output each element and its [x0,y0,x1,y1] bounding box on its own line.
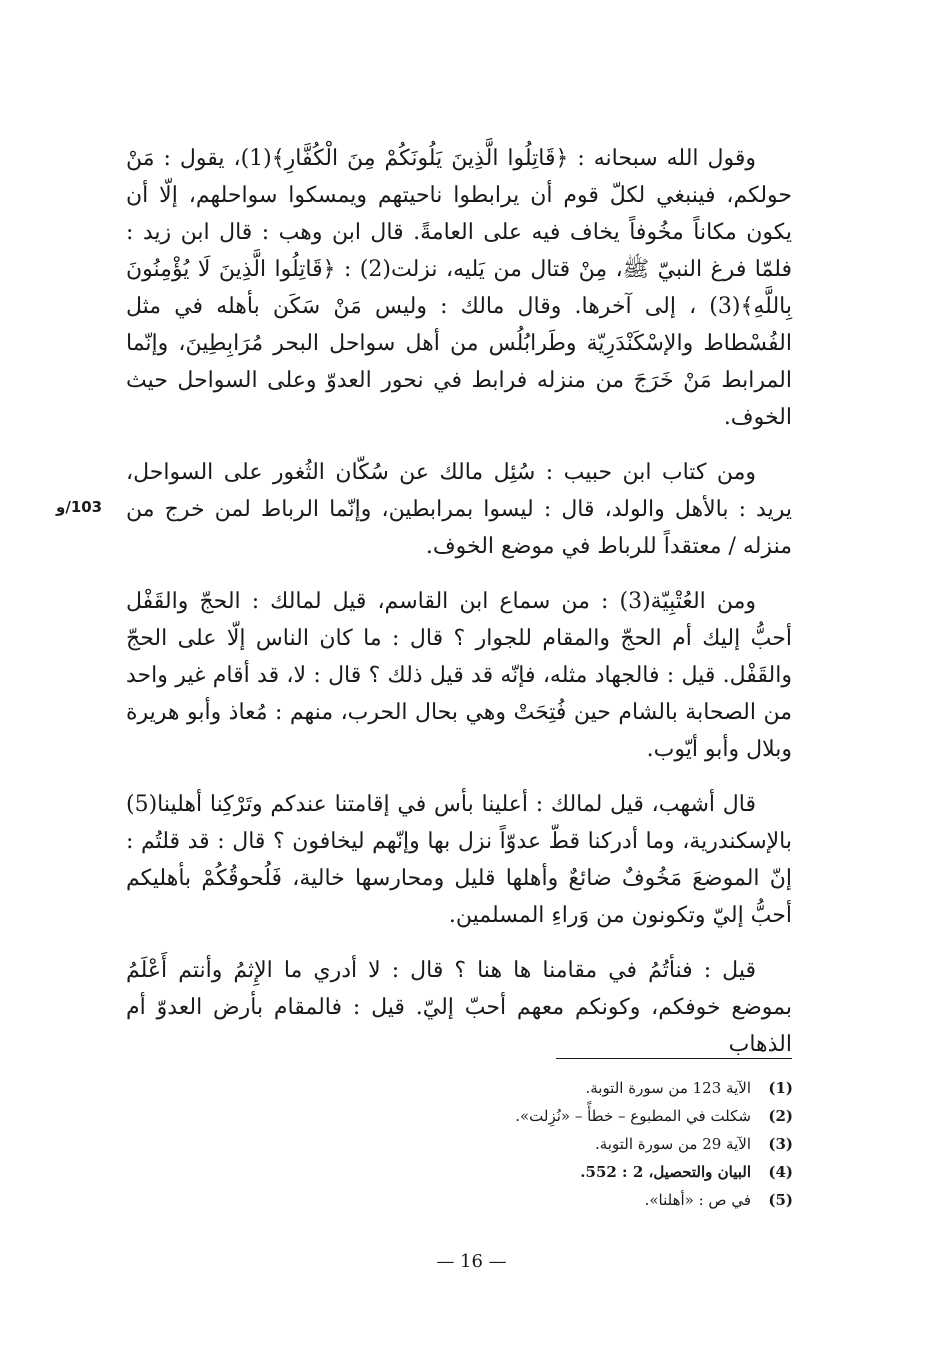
footnote-number: (1) [768,1079,793,1097]
footnote-text: الآية 29 من سورة التوبة. [595,1135,751,1153]
footnote-number: (2) [768,1107,793,1125]
margin-folio-reference: 103/و [56,498,103,516]
footnote-text: في ص : «أهلنا». [644,1191,751,1209]
paragraph-2: ومن كتاب ابن حبيب : سُئِل مالك عن سُكّان الثُغور على السواحل، يريد : بالأهل والولد، قال : ليسوا بمرابطين، وإنّما الرباط لمن خرج من منزله / معتقداً للرباط في موضع الخوف. [126,460,792,559]
paragraph-3: ومن العُتْبِيّة(3) : من سماع ابن القاسم، قيل لمالك : الحجّ والقَفْل أحبُّ إليك أم الحجّ والمقام للجوار ؟ قال : ما كان الناس إلّا على الحجّ والقَفْل. قيل : فالجهاد مثله، فإنّه قد قيل ذلك ؟ قال : لا، قد أقام غير واحد من الصحابة بالشام حين فُتِحَتْ وهي بحال الحرب، منهم : مُعاذ وأبو هريرة وبلال وأبو أيّوب. [126,589,792,762]
paragraph-1: وقول الله سبحانه : ﴿قَاتِلُوا الَّذِينَ يَلُونَكُمْ مِنَ الْكُفَّارِ﴾(1)، يقول : مَنْ حولكم، فينبغي لكلّ قوم أن يرابطوا ناحيتهم ويمسكوا سواحلهم، إلّا أن يكون مكاناً مخُوفاً يخاف فيه على العامةً. قال ابن وهب : قال ابن زيد : فلمّا فرغ النبيّ ﷺ، مِنْ قتال من يَليه، نزلت(2) : ﴿قَاتِلُوا الَّذِينَ لَا يُؤْمِنُونَ بِاللَّهِ﴾(3) ، إلى آخرها. وقال مالك : وليس مَنْ سَكَن بأهله في مثل الفُسْطاط والإسْكَنْدَرِيّة وطَرابُلُس من أهل سواحل البحر مُرَابِطِينَ، وإنّما المرابط مَنْ خَرَجَ من منزله فرابط في نحور العدوّ وعلى السواحل حيث الخوف. [126,146,792,430]
footnote-1 [333,1074,793,1102]
paragraph-4: قال أشهب، قيل لمالك : أعلينا بأس في إقامتنا عندكم وتَرْكِنا أهلينا(5) بالإسكندرية، وما أدركنا قطّ عدوّاً نزل بها وإنّهم ليخافون ؟ قال : قد قلتُم : إنّ الموضعَ مَخُوفٌ ضائعٌ وأهلها قليل ومحارسها خالية، فَلُحوقُكُمْ بأهليكم أحبُّ إليّ وتكونون من وَراءِ المسلمين. [126,792,792,928]
main-text [126,140,792,1081]
footnote-5 [333,1186,793,1214]
footnote-2 [333,1102,793,1130]
footnote-text: البيان والتحصيل، 2 : 552. [580,1163,751,1181]
page-number: — 16 — [436,1251,507,1272]
footnotes [333,1074,793,1214]
footnote-3 [333,1130,793,1158]
footnote-divider [556,1058,792,1059]
paragraph-5: قيل : فنأتُمُ في مقامنا ها هنا ؟ قال : لا أدري ما الإِثمُ وأنتم أَعْلَمُ بموضع خوفكم، وكونكم معهم أحبّ إليّ. قيل : فالمقام بأرض العدوّ أم الذهاب [126,958,792,1057]
footnote-text: شكلت في المطبوع – خطأً – «نُزِلت». [515,1107,751,1125]
footnote-text: الآية 123 من سورة التوبة. [585,1079,751,1097]
footnote-number: (3) [768,1135,793,1153]
footnote-number: (5) [768,1191,793,1209]
footnote-4 [333,1158,793,1186]
footnote-number: (4) [768,1163,793,1181]
